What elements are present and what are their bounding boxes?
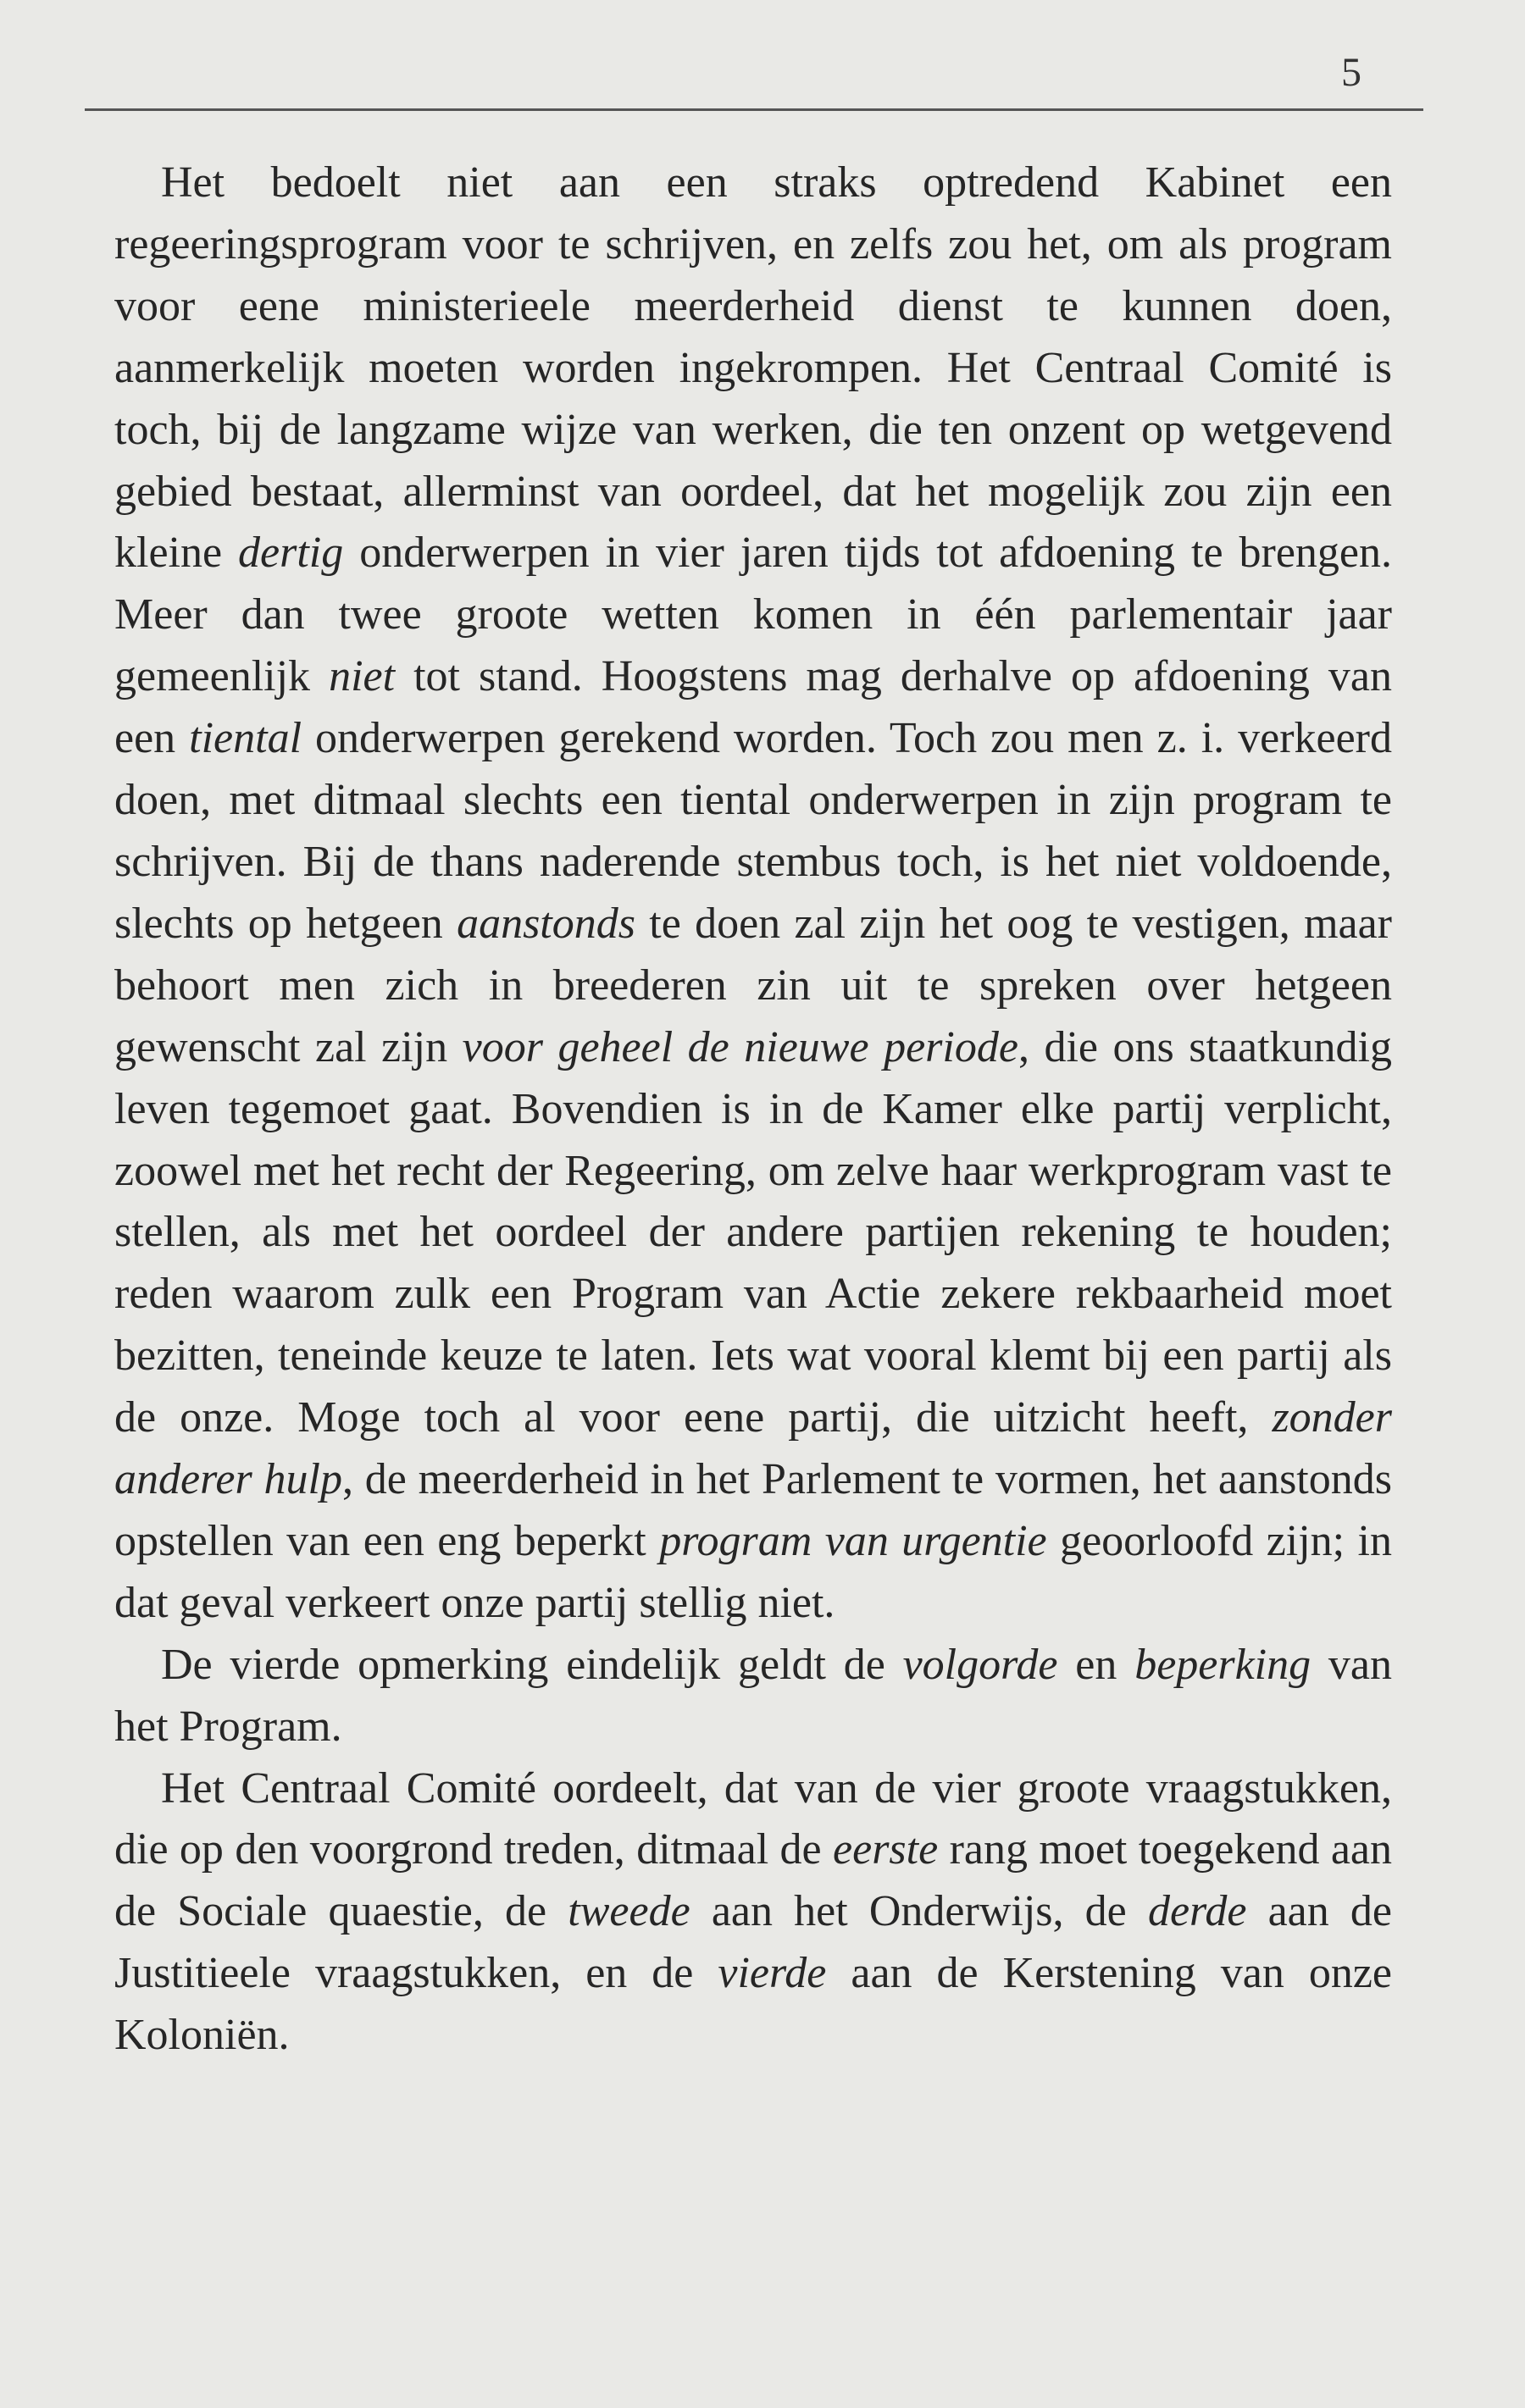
text-run: van het Program. (114, 1640, 1392, 1751)
emphasized-text: niet (329, 652, 396, 701)
text-run: te doen zal zijn het oog te vestigen, maar behoort men zich in breederen zin uit te spreken over hetgeen gewenscht zal zijn (114, 899, 1392, 1071)
emphasized-text: eerste (833, 1825, 939, 1874)
emphasized-text: dertig (238, 529, 344, 578)
text-run: en (1057, 1640, 1135, 1689)
text-run: onderwerpen gerekend worden. Toch zou men z. i. verkeerd doen, met ditmaal slechts een tiental onderwerpen in zijn program te schrijven. Bij de thans naderende stembus toch, is het niet voldoende, slechts op hetgeen (114, 714, 1392, 948)
header-rule (85, 108, 1423, 111)
emphasized-text: beperking (1134, 1640, 1312, 1689)
text-run: De vierde opmerking eindelijk geldt de (161, 1640, 903, 1689)
emphasized-text: derde (1147, 1887, 1247, 1936)
paragraph-2 (114, 1635, 1392, 1758)
emphasized-text: tiental (189, 714, 302, 763)
text-run: onderwerpen in vier jaren tijds tot afdoening te brengen. Meer dan twee groote wetten komen in één parlementair jaar gemeenlijk (114, 529, 1392, 701)
text-run: aan de Kerstening van onze Koloniën. (114, 1949, 1392, 2060)
text-run: rang moet toegekend aan de Sociale quaestie, de (114, 1825, 1393, 1936)
body-text (114, 152, 1392, 2067)
emphasized-text: tweede (568, 1887, 690, 1936)
emphasized-text: voor geheel de nieuwe periode (462, 1022, 1018, 1071)
paragraph-1 (114, 152, 1392, 1635)
text-run: aan de Justitieele vraagstukken, en de (114, 1887, 1392, 1998)
text-run: Het Centraal Comité oordeelt, dat van de vier groote vraagstukken, die op den voorgrond treden, ditmaal de (114, 1763, 1392, 1874)
emphasized-text: aanstonds (457, 899, 635, 948)
text-run: tot stand. Hoogstens mag derhalve op afdoening van een (114, 652, 1393, 763)
text-run: , die ons staatkundig leven tegemoet gaat. Bovendien is in de Kamer elke partij verplicht, zoowel met het recht der Regeering, om zelve haar werkprogram vast te stellen, als met het oordeel der andere partijen rekening te houden; reden waarom zulk een Program van Actie zekere rekbaarheid moet bezitten, teneinde keuze te laten. Iets wat vooral klemt bij een partij als de onze. Moge toch al voor eene partij, die uitzicht heeft, (114, 1022, 1393, 1442)
emphasized-text: zonder anderer hulp (114, 1393, 1392, 1504)
text-run: aan het Onderwijs, de (690, 1887, 1148, 1936)
emphasized-text: vierde (718, 1949, 827, 1998)
page-number: 5 (1341, 50, 1361, 95)
emphasized-text: program van urgentie (659, 1516, 1047, 1565)
text-run: geoorloofd zijn; in dat geval verkeert onze partij stellig niet. (114, 1516, 1393, 1627)
emphasized-text: volgorde (902, 1640, 1058, 1689)
text-run: , de meerderheid in het Parlement te vormen, het aanstonds opstellen van een eng beperkt (114, 1455, 1392, 1565)
paragraph-3 (114, 1758, 1392, 2068)
text-run: Het bedoelt niet aan een straks optredend Kabinet een regeeringsprogram voor te schrijven, en zelfs zou het, om als program voor eene ministerieele meerderheid dienst te kunnen doen, aanmerkelijk moeten worden ingekrompen. Het Centraal Comité is toch, bij de langzame wijze van werken, die ten onzent op wetgevend gebied bestaat, allerminst van oordeel, dat het mogelijk zou zijn een kleine (114, 158, 1392, 578)
